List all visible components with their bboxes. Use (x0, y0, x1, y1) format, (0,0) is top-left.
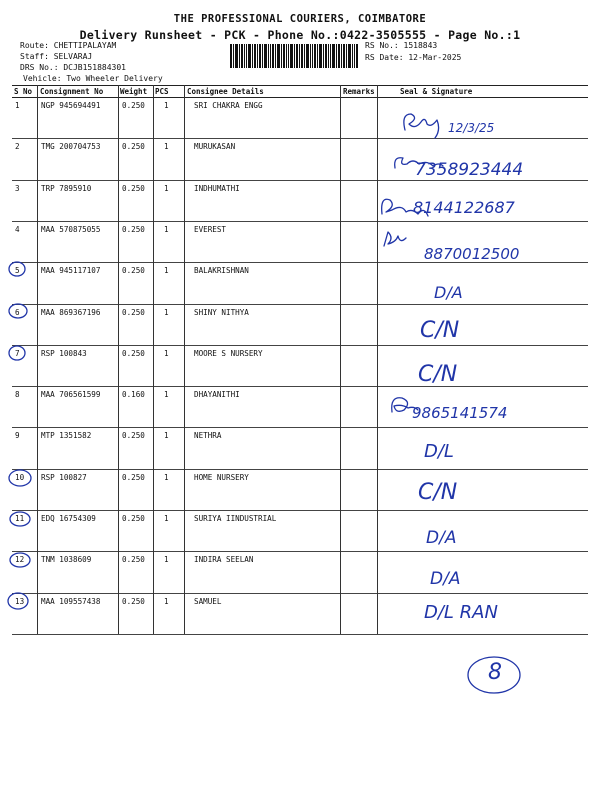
cell-weight: 0.250 (122, 348, 145, 358)
cell-consignee: INDIRA SEELAN (194, 555, 254, 565)
cell-pcs: 1 (164, 183, 169, 193)
cell-sno: 1 (15, 101, 20, 110)
handwritten-annotation: 8870012500 (424, 245, 520, 263)
column-divider (340, 85, 341, 634)
cell-consignment: NGP 945694491 (41, 101, 101, 110)
col-header-consignment: Consignment No (40, 87, 104, 96)
row-rule (12, 386, 588, 387)
cell-weight: 0.250 (122, 472, 145, 482)
handwritten-annotation: D/A (426, 528, 457, 548)
cell-pcs: 1 (164, 596, 169, 606)
cell-sno: 11 (15, 514, 25, 523)
cell-consignee: BALAKRISHNAN (194, 266, 249, 276)
rs-number: RS No.: 1518843 (365, 41, 438, 50)
footer-handwritten-number: 8 (488, 660, 502, 685)
signature-scribble (404, 114, 439, 138)
cell-consignment: RSP 100827 (41, 472, 87, 482)
handwritten-annotation: D/L RAN (424, 602, 498, 623)
cell-sno: 2 (15, 142, 20, 152)
row-rule (12, 345, 588, 346)
company-title: THE PROFESSIONAL COURIERS, COIMBATORE (173, 13, 427, 25)
cell-consignee: DHAYANITHI (194, 390, 240, 400)
cell-pcs: 1 (164, 472, 169, 482)
col-header-seal: Seal & Signature (400, 87, 473, 96)
col-header-consignee: Consignee Details (187, 87, 264, 96)
col-header-pcs: PCS (155, 87, 169, 96)
cell-sno: 6 (15, 307, 20, 317)
row-rule (12, 138, 588, 139)
cell-pcs: 1 (164, 390, 169, 400)
cell-pcs: 1 (164, 431, 169, 441)
row-rule (12, 634, 588, 635)
cell-consignee: SHINY NITHYA (194, 307, 249, 317)
cell-sno: 13 (15, 596, 25, 606)
cell-consignment: RSP 100843 (41, 348, 87, 358)
cell-pcs: 1 (164, 224, 169, 234)
column-divider (377, 85, 378, 634)
cell-weight: 0.250 (122, 514, 145, 523)
cell-consignment: MTP 1351582 (41, 431, 92, 441)
cell-consignment: MAA 109557438 (41, 596, 101, 606)
cell-sno: 8 (15, 390, 20, 400)
handwritten-annotation: D/A (434, 283, 463, 302)
col-header-remarks: Remarks (343, 87, 375, 96)
staff-info: Staff: SELVARAJ (20, 52, 93, 61)
handwritten-annotation: C/N (420, 318, 460, 343)
cell-consignee: HOME NURSERY (194, 472, 249, 482)
handwritten-annotation: 12/3/25 (448, 121, 495, 135)
cell-weight: 0.250 (122, 183, 145, 193)
drs-number: DRS No.: DCJB151884301 (20, 63, 126, 72)
runsheet-subtitle: Delivery Runsheet - PCK - Phone No.:0422-3505555 - Page No.:1 (79, 28, 521, 42)
barcode-image (230, 44, 358, 68)
cell-consignment: MAA 869367196 (41, 307, 101, 317)
cell-sno: 12 (15, 555, 25, 565)
cell-consignment: MAA 706561599 (41, 390, 101, 400)
handwritten-annotation: 9865141574 (412, 404, 508, 422)
cell-consignee: INDHUMATHI (194, 183, 240, 193)
handwritten-annotation: 8144122687 (413, 198, 515, 217)
cell-weight: 0.160 (122, 390, 145, 400)
cell-pcs: 1 (164, 142, 169, 152)
cell-consignment: TNM 1038609 (41, 555, 92, 565)
cell-consignment: MAA 945117107 (41, 266, 101, 276)
cell-pcs: 1 (164, 555, 169, 565)
rs-date: RS Date: 12-Mar-2025 (365, 53, 462, 62)
handwritten-annotation: D/A (430, 569, 461, 589)
cell-sno: 5 (15, 266, 20, 276)
cell-consignee: NETHRA (194, 431, 222, 441)
handwritten-annotation: C/N (418, 480, 458, 505)
cell-pcs: 1 (164, 307, 169, 317)
cell-sno: 3 (15, 183, 20, 193)
row-rule (12, 427, 588, 428)
column-divider (118, 85, 119, 634)
column-divider (37, 85, 38, 634)
route-info: Route: CHETTIPALAYAM (20, 41, 117, 50)
cell-weight: 0.250 (122, 307, 145, 317)
signature-scribble (384, 232, 406, 246)
cell-consignment: EDQ 16754309 (41, 514, 96, 523)
header-bottom-rule (12, 97, 588, 98)
cell-pcs: 1 (164, 348, 169, 358)
cell-weight: 0.250 (122, 596, 145, 606)
cell-consignee: MURUKASAN (194, 142, 236, 152)
table-top-rule (12, 85, 588, 86)
cell-sno: 7 (15, 348, 20, 358)
cell-weight: 0.250 (122, 266, 145, 276)
handwritten-annotation: 7358923444 (415, 160, 524, 180)
row-rule (12, 593, 588, 594)
handwritten-annotation: D/L (424, 441, 454, 462)
cell-pcs: 1 (164, 101, 169, 110)
cell-weight: 0.250 (122, 101, 145, 110)
cell-consignee: SRI CHAKRA ENGG (194, 101, 263, 110)
cell-consignment: TRP 7895910 (41, 183, 92, 193)
cell-consignment: TMG 200704753 (41, 142, 101, 152)
column-divider (153, 85, 154, 634)
col-header-weight: Weight (120, 87, 148, 96)
cell-pcs: 1 (164, 266, 169, 276)
cell-consignee: SURIYA IINDUSTRIAL (194, 514, 277, 523)
cell-weight: 0.250 (122, 431, 145, 441)
row-rule (12, 304, 588, 305)
row-rule (12, 551, 588, 552)
cell-sno: 10 (15, 472, 25, 482)
cell-consignment: MAA 570875055 (41, 224, 101, 234)
cell-pcs: 1 (164, 514, 169, 523)
row-rule (12, 221, 588, 222)
col-header-sno: S No (14, 87, 33, 96)
row-rule (12, 510, 588, 511)
handwritten-annotation: C/N (418, 362, 458, 387)
cell-consignee: SAMUEL (194, 596, 222, 606)
cell-weight: 0.250 (122, 555, 145, 565)
cell-weight: 0.250 (122, 142, 145, 152)
column-divider (184, 85, 185, 634)
row-rule (12, 469, 588, 470)
cell-sno: 9 (15, 431, 20, 441)
cell-weight: 0.250 (122, 224, 145, 234)
cell-consignee: EVEREST (194, 224, 227, 234)
vehicle-info: Vehicle: Two Wheeler Delivery (23, 74, 163, 83)
cell-sno: 4 (15, 224, 20, 234)
cell-consignee: MOORE S NURSERY (194, 348, 263, 358)
